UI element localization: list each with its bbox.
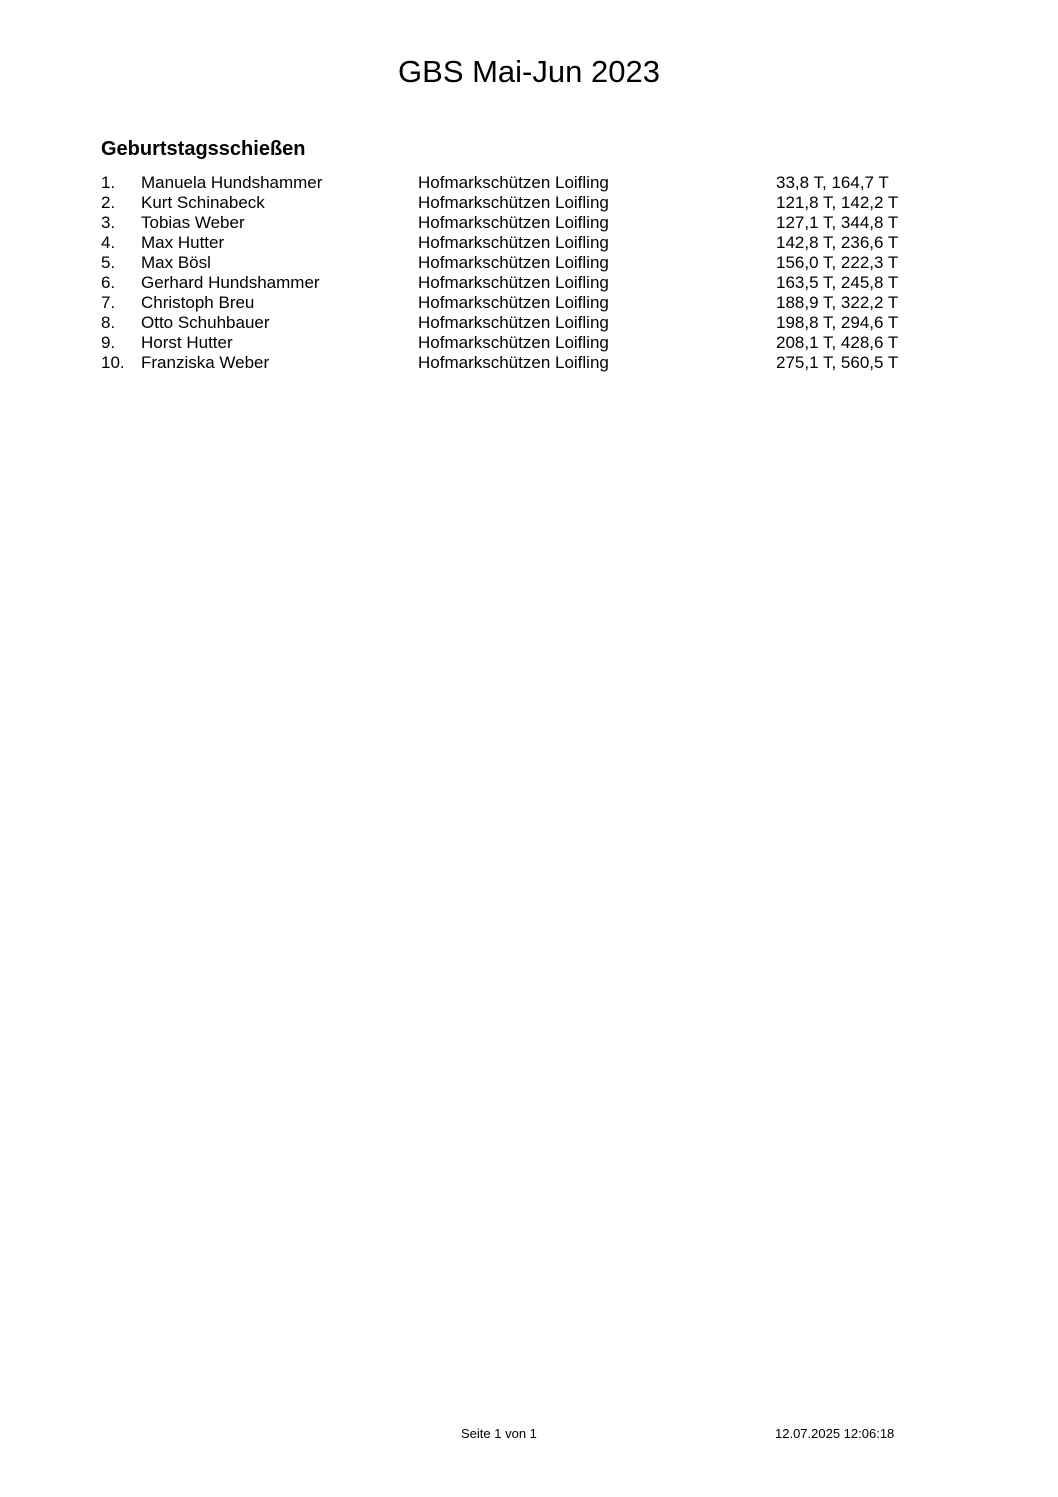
rank-label: 4. [101,233,116,252]
shooter-name: Gerhard Hundshammer [141,273,320,292]
list-item [101,213,911,233]
list-item [101,173,911,193]
club-name: Hofmarkschützen Loifling [418,173,609,192]
club-name: Hofmarkschützen Loifling [418,353,609,372]
rank-label: 8. [101,313,116,332]
rank-label: 9. [101,333,116,352]
shooter-name: Max Bösl [141,253,211,272]
score-value: 163,5 T, 245,8 T [776,273,899,292]
document-title: GBS Mai-Jun 2023 [398,54,660,89]
score-value: 121,8 T, 142,2 T [776,193,899,212]
club-name: Hofmarkschützen Loifling [418,273,609,292]
rank-label: 10. [101,353,125,372]
list-item [101,313,911,333]
club-name: Hofmarkschützen Loifling [418,313,609,332]
club-name: Hofmarkschützen Loifling [418,253,609,272]
list-item [101,353,911,373]
list-item [101,253,911,273]
club-name: Hofmarkschützen Loifling [418,333,609,352]
page-number: Seite 1 von 1 [461,1426,537,1441]
list-item [101,273,911,293]
score-value: 188,9 T, 322,2 T [776,293,899,312]
list-item [101,333,911,353]
club-name: Hofmarkschützen Loifling [418,293,609,312]
rank-label: 1. [101,173,116,192]
score-value: 33,8 T, 164,7 T [776,173,889,192]
shooter-name: Kurt Schinabeck [141,193,265,212]
results-list [101,173,911,373]
score-value: 208,1 T, 428,6 T [776,333,899,352]
rank-label: 6. [101,273,116,292]
print-timestamp: 12.07.2025 12:06:18 [775,1426,895,1441]
club-name: Hofmarkschützen Loifling [418,213,609,232]
rank-label: 5. [101,253,116,272]
shooter-name: Christoph Breu [141,293,255,312]
shooter-name: Tobias Weber [141,213,245,232]
section-heading: Geburtstagsschießen [101,138,306,160]
club-name: Hofmarkschützen Loifling [418,233,609,252]
rank-label: 3. [101,213,116,232]
shooter-name: Franziska Weber [141,353,270,372]
list-item [101,293,911,313]
shooter-name: Max Hutter [141,233,225,252]
score-value: 156,0 T, 222,3 T [776,253,899,272]
list-item [101,233,911,253]
score-value: 127,1 T, 344,8 T [776,213,899,232]
list-item [101,193,911,213]
rank-label: 2. [101,193,116,212]
shooter-name: Horst Hutter [141,333,233,352]
score-value: 198,8 T, 294,6 T [776,313,899,332]
score-value: 275,1 T, 560,5 T [776,353,899,372]
rank-label: 7. [101,293,116,312]
shooter-name: Manuela Hundshammer [141,173,323,192]
shooter-name: Otto Schuhbauer [141,313,270,332]
score-value: 142,8 T, 236,6 T [776,233,899,252]
club-name: Hofmarkschützen Loifling [418,193,609,212]
